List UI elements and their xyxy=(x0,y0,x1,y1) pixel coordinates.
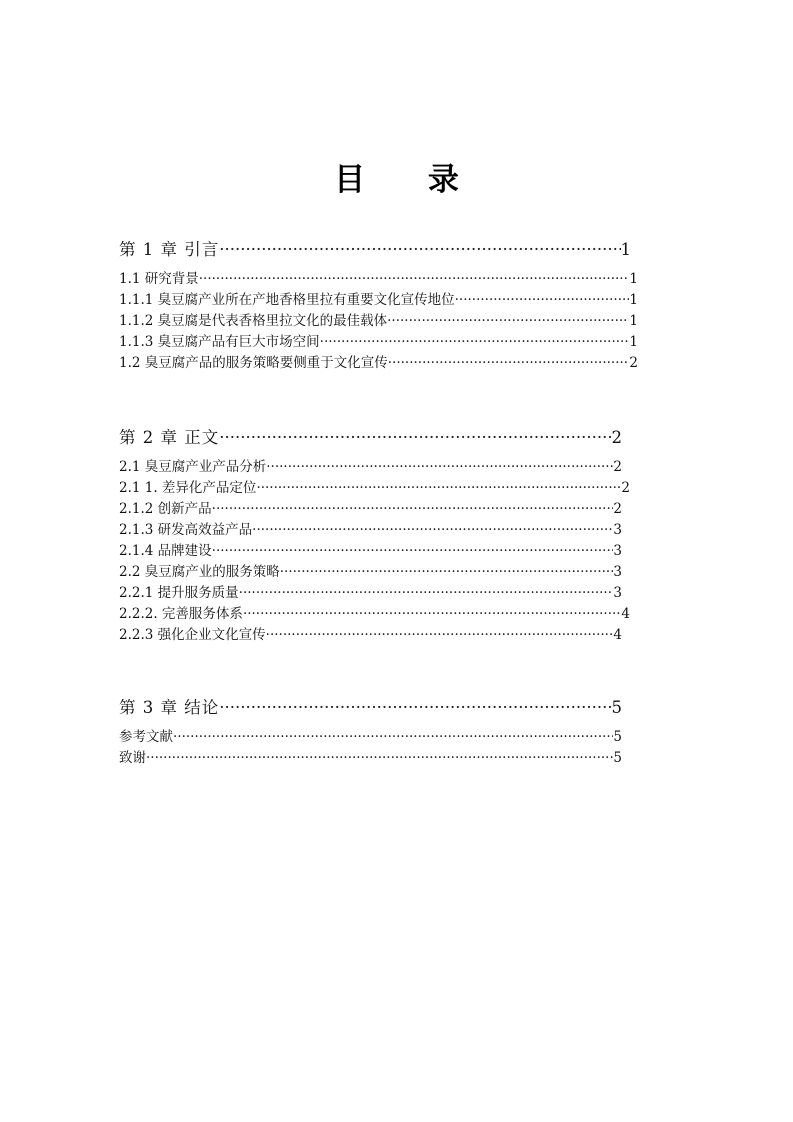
toc-entry[interactable] xyxy=(119,288,638,308)
toc-entry-label: 2.2.1 提升服务质量 xyxy=(119,585,239,601)
toc-entry-acknowledgements[interactable] xyxy=(119,746,622,766)
toc-entry[interactable] xyxy=(119,330,638,350)
dot-leader xyxy=(252,522,613,538)
toc-entry-label: 2.1.3 研发高效益产品 xyxy=(119,522,253,538)
toc-entry-label: 2.1 1. 差异化产品定位 xyxy=(119,480,257,496)
dot-leader xyxy=(173,729,613,745)
toc-page-number: 5 xyxy=(613,729,622,745)
toc-entry-label: 1.2 臭豆腐产品的服务策略要侧重于文化宣传 xyxy=(119,355,388,371)
dot-leader xyxy=(146,750,613,766)
toc-entry[interactable] xyxy=(119,497,622,517)
toc-entry[interactable] xyxy=(119,351,638,371)
toc-page-number: 2 xyxy=(611,428,622,447)
toc-chapter-1[interactable] xyxy=(119,236,631,258)
toc-page-number: 5 xyxy=(611,698,622,717)
toc-page-number: 3 xyxy=(613,564,622,580)
dot-leader xyxy=(219,428,611,447)
toc-entry-label: 致谢 xyxy=(119,750,146,766)
toc-page-number: 2 xyxy=(613,459,622,475)
toc-chapter-label: 第 3 章 结论 xyxy=(119,698,220,717)
dot-leader xyxy=(455,292,630,308)
toc-entry-label: 参考文献 xyxy=(119,729,173,745)
toc-page-number: 3 xyxy=(613,522,622,538)
toc-entry-label: 1.1 研究背景 xyxy=(119,271,199,287)
toc-entry[interactable] xyxy=(119,581,622,601)
toc-entry[interactable] xyxy=(119,560,622,580)
toc-entry-label: 2.2.2. 完善服务体系 xyxy=(119,606,243,622)
toc-page-number: 2 xyxy=(613,501,622,517)
dot-leader xyxy=(387,313,629,329)
toc-entry-label: 2.1.4 品牌建设 xyxy=(119,543,212,559)
toc-page-number: 3 xyxy=(613,585,622,601)
dot-leader xyxy=(256,480,621,496)
dot-leader xyxy=(239,585,614,601)
toc-page-number: 1 xyxy=(629,334,638,350)
toc-chapter-3[interactable] xyxy=(119,694,622,716)
toc-page-number: 1 xyxy=(629,271,638,287)
toc-title: 目 录 xyxy=(334,162,485,198)
toc-entry-label: 2.1.2 创新产品 xyxy=(119,501,212,517)
dot-leader xyxy=(243,606,621,622)
toc-page-number: 1 xyxy=(629,313,638,329)
toc-entry-label: 1.1.1 臭豆腐产业所在产地香格里拉有重要文化宣传地位 xyxy=(119,292,455,308)
toc-page-number: 2 xyxy=(629,355,638,371)
toc-page-number: 1 xyxy=(629,292,638,308)
toc-chapter-label: 第 1 章 引言 xyxy=(119,240,220,259)
toc-entry-label: 2.2.3 强化企业文化宣传 xyxy=(119,627,266,643)
toc-page-number: 5 xyxy=(613,750,622,766)
toc-entry-references[interactable] xyxy=(119,725,622,745)
toc-entry[interactable] xyxy=(119,602,630,622)
dot-leader xyxy=(266,459,613,475)
toc-page-number: 4 xyxy=(621,606,630,622)
toc-entry[interactable] xyxy=(119,518,622,538)
toc-chapter-label: 第 2 章 正文 xyxy=(119,428,220,447)
dot-leader xyxy=(388,355,630,371)
toc-entry-label: 2.2 臭豆腐产业的服务策略 xyxy=(119,564,280,580)
toc-page-number: 2 xyxy=(621,480,630,496)
dot-leader xyxy=(219,698,611,717)
toc-entry-label: 1.1.2 臭豆腐是代表香格里拉文化的最佳载体 xyxy=(119,313,388,329)
dot-leader xyxy=(212,501,614,517)
toc-page-number: 1 xyxy=(620,240,631,259)
dot-leader xyxy=(266,627,614,643)
toc-entry-label: 1.1.3 臭豆腐产品有巨大市场空间 xyxy=(119,334,320,350)
dot-leader xyxy=(212,543,614,559)
toc-entry-label: 2.1 臭豆腐产业产品分析 xyxy=(119,459,267,475)
dot-leader xyxy=(320,334,630,350)
toc-page-number: 3 xyxy=(613,543,622,559)
toc-entry[interactable] xyxy=(119,267,638,287)
dot-leader xyxy=(219,240,620,259)
toc-entry[interactable] xyxy=(119,476,630,496)
toc-entry[interactable] xyxy=(119,455,622,475)
toc-entry[interactable] xyxy=(119,623,622,643)
dot-leader xyxy=(280,564,614,580)
toc-page-number: 4 xyxy=(613,627,622,643)
toc-entry[interactable] xyxy=(119,539,622,559)
toc-entry[interactable] xyxy=(119,309,638,329)
dot-leader xyxy=(199,271,630,287)
toc-chapter-2[interactable] xyxy=(119,424,622,446)
